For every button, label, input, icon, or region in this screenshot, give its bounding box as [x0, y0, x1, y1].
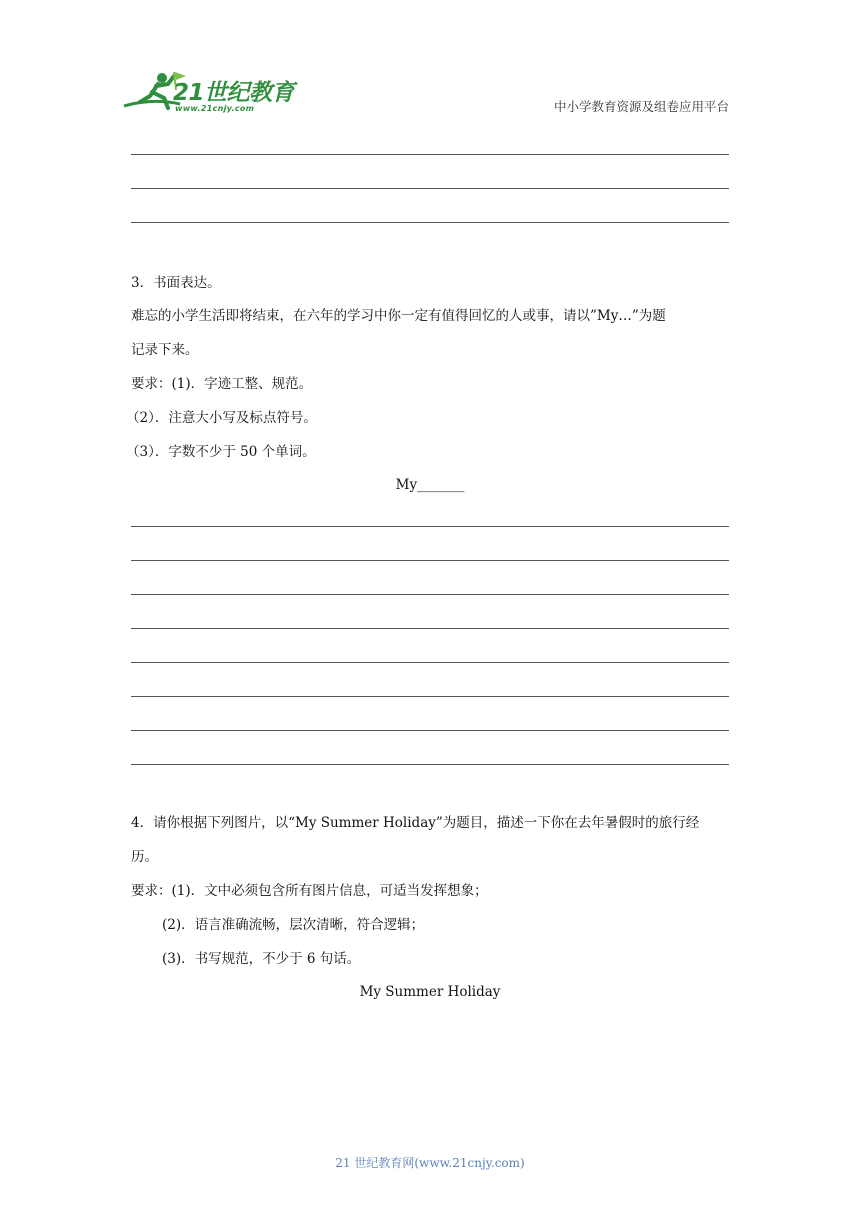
q3-requirement-2: （2）．注意大小写及标点符号。 [126, 410, 317, 426]
answer-line [131, 730, 729, 731]
answer-line [131, 526, 729, 527]
q3-requirement-3: （3）．字数不少于 50 个单词。 [126, 444, 316, 460]
platform-title: 中小学教育资源及组卷应用平台 [553, 99, 729, 114]
q4-essay-title: My Summer Holiday [359, 984, 501, 1000]
answer-line [131, 764, 729, 765]
q4-prompt-line1: 4．请你根据下列图片，以“My Summer Holiday”为题目，描述一下你在去年暑假时的旅行经 [131, 815, 700, 831]
q3-prompt-line2: 记录下来。 [131, 342, 199, 358]
answer-line [131, 188, 729, 189]
q3-essay-title: My_______ [395, 477, 465, 493]
q4-prompt-line2: 历。 [131, 849, 158, 865]
answer-line [131, 560, 729, 561]
answer-line [131, 628, 729, 629]
footer-site-link[interactable]: 21 世纪教育网(www.21cnjy.com) [335, 1156, 525, 1170]
q4-requirement-2: (2)．语言准确流畅，层次清晰，符合逻辑； [162, 917, 425, 933]
q3-title: 3．书面表达。 [131, 275, 221, 291]
q4-requirement-3: (3)．书写规范，不少于 6 句话。 [162, 951, 361, 967]
answer-line [131, 594, 729, 595]
answer-line [131, 662, 729, 663]
answer-line [131, 696, 729, 697]
q3-requirement-1: 要求：(1)．字迹工整、规范。 [131, 376, 313, 392]
q4-requirement-1: 要求：(1)．文中必须包含所有图片信息，可适当发挥想象； [131, 883, 488, 899]
answer-line [131, 154, 729, 155]
logo-brand-text: 21世纪教育 [173, 80, 295, 106]
answer-line [131, 222, 729, 223]
logo-url-text: www.21cnjy.com [175, 104, 255, 113]
q3-prompt-line1: 难忘的小学生活即将结束，在六年的学习中你一定有值得回忆的人或事，请以”My…”为题 [131, 308, 666, 324]
